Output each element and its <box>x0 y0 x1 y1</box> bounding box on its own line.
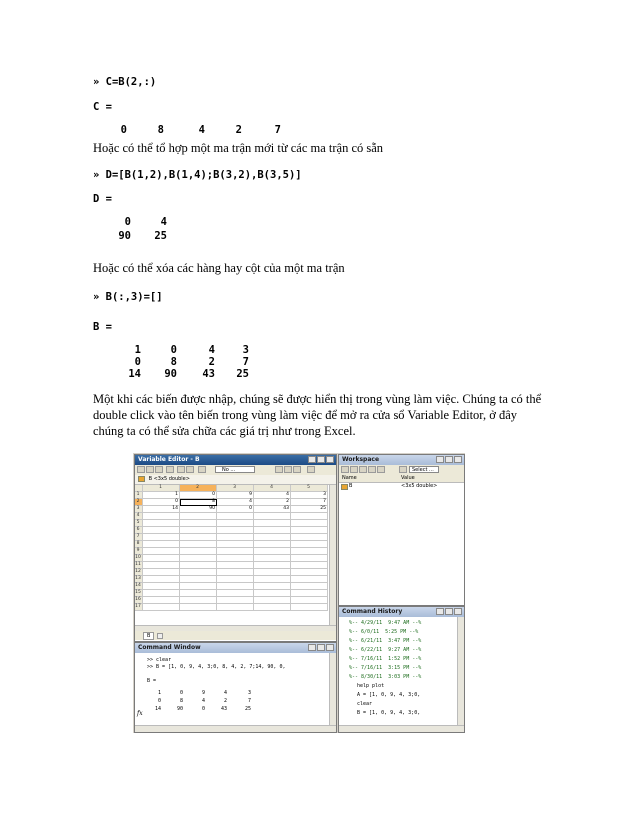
grid-cell[interactable] <box>291 555 328 562</box>
minimize-icon[interactable] <box>436 608 444 615</box>
grid-cell[interactable] <box>291 513 328 520</box>
variable-editor-titlebar <box>135 455 336 465</box>
variable-breadcrumb <box>135 475 336 485</box>
matrix-cell: 90 <box>176 706 183 712</box>
grid-cell[interactable] <box>180 527 217 534</box>
matrix-cell: 3 <box>247 690 251 696</box>
grid-cell[interactable] <box>180 541 217 548</box>
grid-cell[interactable] <box>143 513 180 520</box>
matrix-cell: 0 <box>201 706 205 712</box>
grid-cell[interactable] <box>180 604 217 611</box>
no-valid-plots-combo[interactable]: No ... <box>215 466 255 473</box>
grid-cell[interactable] <box>180 583 217 590</box>
paragraph-line: double click vào tên biến trong vùng làm việc để mở ra cửa sổ Variable Editor, ở đây <box>93 408 517 422</box>
variable-editor-title: Variable Editor - B <box>138 456 200 463</box>
grid-cell[interactable] <box>143 527 180 534</box>
row-header[interactable]: 6 <box>135 527 143 534</box>
grid-cell[interactable] <box>217 534 254 541</box>
row-header[interactable]: 7 <box>135 534 143 541</box>
select-data-combo[interactable]: Select ... <box>409 466 439 473</box>
command-window-titlebar <box>135 643 336 653</box>
tile-icon[interactable] <box>275 466 283 473</box>
undock-icon[interactable] <box>317 644 325 651</box>
variable-name: B <box>349 483 353 489</box>
plot-icon[interactable] <box>399 466 407 473</box>
open-icon[interactable] <box>350 466 358 473</box>
plot-icon[interactable] <box>177 466 185 473</box>
grid-cell[interactable] <box>291 527 328 534</box>
cut-icon[interactable] <box>137 466 145 473</box>
history-session[interactable]: %-- 7/16/11 3:15 PM --% <box>349 665 422 671</box>
workspace-titlebar <box>339 455 464 465</box>
matrix-cell: 4 <box>160 216 167 228</box>
matrix-cell: 4 <box>223 690 227 696</box>
matrix-cell: 7 <box>274 124 281 136</box>
variable-value: <3x5 double> <box>401 483 438 489</box>
paste-icon[interactable] <box>155 466 163 473</box>
column-header[interactable]: 2 <box>180 485 217 492</box>
grid-cell[interactable] <box>254 597 291 604</box>
command-line: >> clear <box>147 657 172 663</box>
grid-cell[interactable]: 7 <box>291 499 328 506</box>
workspace-panel <box>338 454 465 606</box>
matrix-cell: 7 <box>247 698 251 704</box>
grid-cell[interactable] <box>291 520 328 527</box>
row-header[interactable]: 11 <box>135 562 143 569</box>
grid-cell[interactable] <box>143 569 180 576</box>
grid-cell[interactable] <box>180 534 217 541</box>
result-row <box>93 124 313 138</box>
dropdown-icon[interactable] <box>186 466 194 473</box>
grid-cell[interactable] <box>143 590 180 597</box>
matrix-cell: 43 <box>220 706 227 712</box>
result-row <box>93 368 263 382</box>
matrix-cell: 4 <box>208 344 215 356</box>
close-editor-icon[interactable] <box>307 466 315 473</box>
copy-icon[interactable] <box>146 466 154 473</box>
row-header[interactable]: 14 <box>135 583 143 590</box>
row-header[interactable]: 12 <box>135 569 143 576</box>
column-header[interactable]: 4 <box>254 485 291 492</box>
grid-cell[interactable] <box>291 604 328 611</box>
grid-cell[interactable] <box>217 548 254 555</box>
grid-cell[interactable] <box>143 562 180 569</box>
matrix-cell: 43 <box>202 368 215 380</box>
grid-cell[interactable]: 2 <box>254 499 291 506</box>
command-matrix <box>147 690 297 714</box>
minimize-icon[interactable] <box>436 456 444 463</box>
grid-cell[interactable]: 4 <box>217 499 254 506</box>
history-session[interactable]: %-- 6/0/11 5:25 PM --% <box>349 629 419 635</box>
grid-cell[interactable] <box>180 569 217 576</box>
grid-cell[interactable]: 43 <box>254 506 291 513</box>
grid-cell[interactable] <box>254 541 291 548</box>
row-header[interactable]: 4 <box>135 513 143 520</box>
paragraph: Hoặc có thể xóa các hàng hay cột của một ma trận <box>93 261 345 275</box>
matrix-cell: 2 <box>223 698 227 704</box>
workspace-variable-row[interactable] <box>339 483 464 490</box>
history-session[interactable]: %-- 8/30/11 3:03 PM --% <box>349 674 422 680</box>
grid-cell[interactable]: 14 <box>143 506 180 513</box>
tab-b[interactable]: B <box>143 632 154 640</box>
grid-cell[interactable]: 3 <box>291 492 328 499</box>
grid-cell[interactable] <box>143 520 180 527</box>
grid-cell[interactable] <box>217 513 254 520</box>
grid-cell[interactable] <box>143 548 180 555</box>
matlab-screenshot <box>133 453 465 733</box>
print-icon[interactable] <box>166 466 174 473</box>
matrix-cell: 0 <box>134 356 141 368</box>
grid-cell[interactable] <box>143 604 180 611</box>
grid-cell[interactable] <box>254 555 291 562</box>
vertical-scrollbar[interactable] <box>329 653 336 726</box>
tile-vertical-icon[interactable] <box>293 466 301 473</box>
delete-icon[interactable] <box>377 466 385 473</box>
matrix-cell: 8 <box>157 124 164 136</box>
editor-tab-bar <box>135 631 336 640</box>
grid-corner[interactable] <box>135 485 143 492</box>
grid-cell[interactable] <box>291 576 328 583</box>
matrix-cell: 0 <box>157 698 161 704</box>
maximize-icon[interactable] <box>317 456 325 463</box>
grid-cell[interactable] <box>143 583 180 590</box>
matrix-cell: 0 <box>170 344 177 356</box>
grid-cell[interactable] <box>254 527 291 534</box>
row-header[interactable]: 8 <box>135 541 143 548</box>
row-header[interactable]: 15 <box>135 590 143 597</box>
row-header[interactable]: 9 <box>135 548 143 555</box>
grid-cell[interactable] <box>217 597 254 604</box>
grid-cell[interactable] <box>180 597 217 604</box>
close-icon[interactable] <box>454 608 462 615</box>
window-controls <box>436 608 462 615</box>
close-icon[interactable] <box>326 456 334 463</box>
grid-cell[interactable] <box>217 520 254 527</box>
grid-cell[interactable]: 4 <box>254 492 291 499</box>
matrix-cell: 9 <box>201 690 205 696</box>
matrix-cell: 90 <box>164 368 177 380</box>
grid-cell[interactable]: 9 <box>217 492 254 499</box>
matrix-cell: 90 <box>118 230 131 242</box>
command-history-panel <box>338 606 465 733</box>
grid-cell[interactable]: 8 <box>180 499 217 506</box>
col-name-header[interactable]: Name <box>342 475 357 481</box>
vertical-scrollbar[interactable] <box>457 617 464 726</box>
close-icon[interactable] <box>454 456 462 463</box>
breadcrumb-label: B <3x5 double> <box>148 476 190 482</box>
grid-cell[interactable]: 0 <box>217 506 254 513</box>
vertical-scrollbar[interactable] <box>329 485 336 625</box>
matrix-cell: 4 <box>201 698 205 704</box>
grid-cell[interactable] <box>143 541 180 548</box>
history-session[interactable]: %-- 6/21/11 3:47 PM --% <box>349 638 422 644</box>
grid-cell[interactable] <box>291 548 328 555</box>
command-line: » B(:,3)=[] <box>93 291 163 303</box>
history-command[interactable]: A = [1, 0, 9, 4, 3;0, <box>357 692 421 698</box>
grid-cell[interactable] <box>254 513 291 520</box>
grid-cell[interactable] <box>143 555 180 562</box>
matrix-cell: 2 <box>235 124 242 136</box>
grid-cell[interactable] <box>254 583 291 590</box>
history-session[interactable]: %-- 6/22/11 9:27 AM --% <box>349 647 422 653</box>
grid-cell[interactable]: 0 <box>180 492 217 499</box>
row-header[interactable]: 13 <box>135 576 143 583</box>
grid-cell[interactable] <box>291 590 328 597</box>
grid-cell[interactable] <box>217 604 254 611</box>
variable-grid-icon <box>138 476 145 482</box>
matrix-cell: 14 <box>128 368 141 380</box>
variable-grid <box>135 485 332 625</box>
result-name: B = <box>93 321 112 333</box>
grid-cell[interactable] <box>180 520 217 527</box>
matrix-cell: 25 <box>244 706 251 712</box>
minimize-icon[interactable] <box>308 644 316 651</box>
column-header[interactable]: 5 <box>291 485 328 492</box>
stack-icon[interactable] <box>198 466 206 473</box>
grid-cell[interactable]: 0 <box>143 499 180 506</box>
command-line: » D=[B(1,2),B(1,4);B(3,2),B(3,5)] <box>93 169 302 181</box>
matrix-cell: 25 <box>236 368 249 380</box>
grid-cell[interactable] <box>291 541 328 548</box>
undock-icon[interactable] <box>445 456 453 463</box>
row-header[interactable]: 1 <box>135 492 143 499</box>
grid-cell[interactable] <box>291 569 328 576</box>
command-window-title: Command Window <box>138 644 201 651</box>
matrix-cell: 3 <box>242 344 249 356</box>
row-header[interactable]: 2 <box>135 499 143 506</box>
grid-cell[interactable] <box>291 583 328 590</box>
row-header[interactable]: 16 <box>135 597 143 604</box>
grid-cell[interactable] <box>254 534 291 541</box>
grid-cell[interactable]: 90 <box>180 506 217 513</box>
matrix-cell: 4 <box>198 124 205 136</box>
row-header[interactable]: 5 <box>135 520 143 527</box>
command-history-title: Command History <box>342 608 403 615</box>
grid-cell[interactable] <box>254 569 291 576</box>
grid-cell[interactable] <box>254 562 291 569</box>
workspace-title: Workspace <box>342 456 380 463</box>
grid-cell[interactable] <box>217 583 254 590</box>
new-variable-icon[interactable] <box>341 466 349 473</box>
matrix-cell: 1 <box>157 690 161 696</box>
grid-cell[interactable] <box>254 590 291 597</box>
matrix-cell: 0 <box>124 216 131 228</box>
grid-cell[interactable] <box>180 562 217 569</box>
grid-cell[interactable] <box>217 590 254 597</box>
column-header[interactable]: 3 <box>217 485 254 492</box>
horizontal-scrollbar[interactable] <box>135 725 336 732</box>
workspace-header <box>339 475 464 483</box>
fx-icon[interactable]: fx <box>137 710 143 717</box>
grid-cell[interactable]: 1 <box>143 492 180 499</box>
minimize-icon[interactable] <box>308 456 316 463</box>
history-command[interactable]: help plot <box>357 683 385 689</box>
col-value-header[interactable]: Value <box>401 475 415 481</box>
column-header[interactable]: 1 <box>143 485 180 492</box>
window-controls <box>308 644 334 651</box>
grid-cell[interactable] <box>143 576 180 583</box>
grid-cell[interactable] <box>254 548 291 555</box>
result-row <box>93 230 213 244</box>
command-window-panel <box>134 642 337 733</box>
paragraph: Hoặc có thể tổ hợp một ma trận mới từ các ma trận có sẵn <box>93 141 384 155</box>
matrix-cell: 1 <box>134 344 141 356</box>
matrix-cell: 8 <box>170 356 177 368</box>
matrix-cell: 0 <box>120 124 127 136</box>
horizontal-scrollbar[interactable] <box>339 725 464 732</box>
grid-cell[interactable] <box>180 548 217 555</box>
command-history-titlebar <box>339 607 464 617</box>
result-row <box>93 216 213 230</box>
grid-cell[interactable] <box>217 527 254 534</box>
history-session[interactable]: %-- 4/29/11 9:47 AM --% <box>349 620 422 626</box>
grid-cell[interactable] <box>180 590 217 597</box>
grid-cell[interactable] <box>291 597 328 604</box>
command-line: >> B = [1, 0, 9, 4, 3;0, 8, 4, 2, 7;14, 90, 0, <box>147 664 286 670</box>
close-icon[interactable] <box>326 644 334 651</box>
grid-cell[interactable] <box>217 541 254 548</box>
tab-close-icon[interactable] <box>157 633 163 639</box>
grid-cell[interactable] <box>254 576 291 583</box>
history-command[interactable]: B = [1, 0, 9, 4, 3;0, <box>357 710 421 716</box>
grid-cell[interactable] <box>180 576 217 583</box>
command-output: B = <box>147 678 157 684</box>
grid-cell[interactable] <box>180 555 217 562</box>
grid-cell[interactable] <box>254 604 291 611</box>
grid-cell[interactable] <box>217 569 254 576</box>
grid-cell[interactable] <box>143 597 180 604</box>
print-icon[interactable] <box>368 466 376 473</box>
tile-horizontal-icon[interactable] <box>284 466 292 473</box>
grid-cell[interactable] <box>254 520 291 527</box>
grid-cell[interactable] <box>291 534 328 541</box>
save-icon[interactable] <box>359 466 367 473</box>
variable-grid-icon <box>341 484 348 490</box>
matrix-cell: 8 <box>179 698 183 704</box>
command-line: » C=B(2,:) <box>93 76 157 88</box>
matrix-cell: 14 <box>154 706 161 712</box>
matrix-cell: 2 <box>208 356 215 368</box>
history-command[interactable]: clear <box>357 701 373 707</box>
history-session[interactable]: %-- 7/16/11 1:52 PM --% <box>349 656 422 662</box>
row-header[interactable]: 17 <box>135 604 143 611</box>
grid-cell[interactable]: 25 <box>291 506 328 513</box>
row-header[interactable]: 3 <box>135 506 143 513</box>
variable-editor-panel <box>134 454 337 642</box>
grid-cell[interactable] <box>143 534 180 541</box>
matrix-cell: 25 <box>154 230 167 242</box>
result-name: C = <box>93 101 112 113</box>
window-controls <box>308 456 334 463</box>
window-controls <box>436 456 462 463</box>
paragraph-line: chúng ta có thể sửa chữa các giá trị như trong Excel. <box>93 424 356 438</box>
paragraph-line: Một khi các biến được nhập, chúng sẽ được hiển thị trong vùng làm việc. Chúng ta có thể <box>93 392 542 406</box>
grid-cell[interactable] <box>291 562 328 569</box>
grid-cell[interactable] <box>217 555 254 562</box>
matrix-cell: 7 <box>242 356 249 368</box>
grid-cell[interactable] <box>217 562 254 569</box>
result-name: D = <box>93 193 112 205</box>
grid-cell[interactable] <box>217 576 254 583</box>
matrix-cell: 0 <box>179 690 183 696</box>
row-header[interactable]: 10 <box>135 555 143 562</box>
grid-cell[interactable] <box>180 513 217 520</box>
undock-icon[interactable] <box>445 608 453 615</box>
